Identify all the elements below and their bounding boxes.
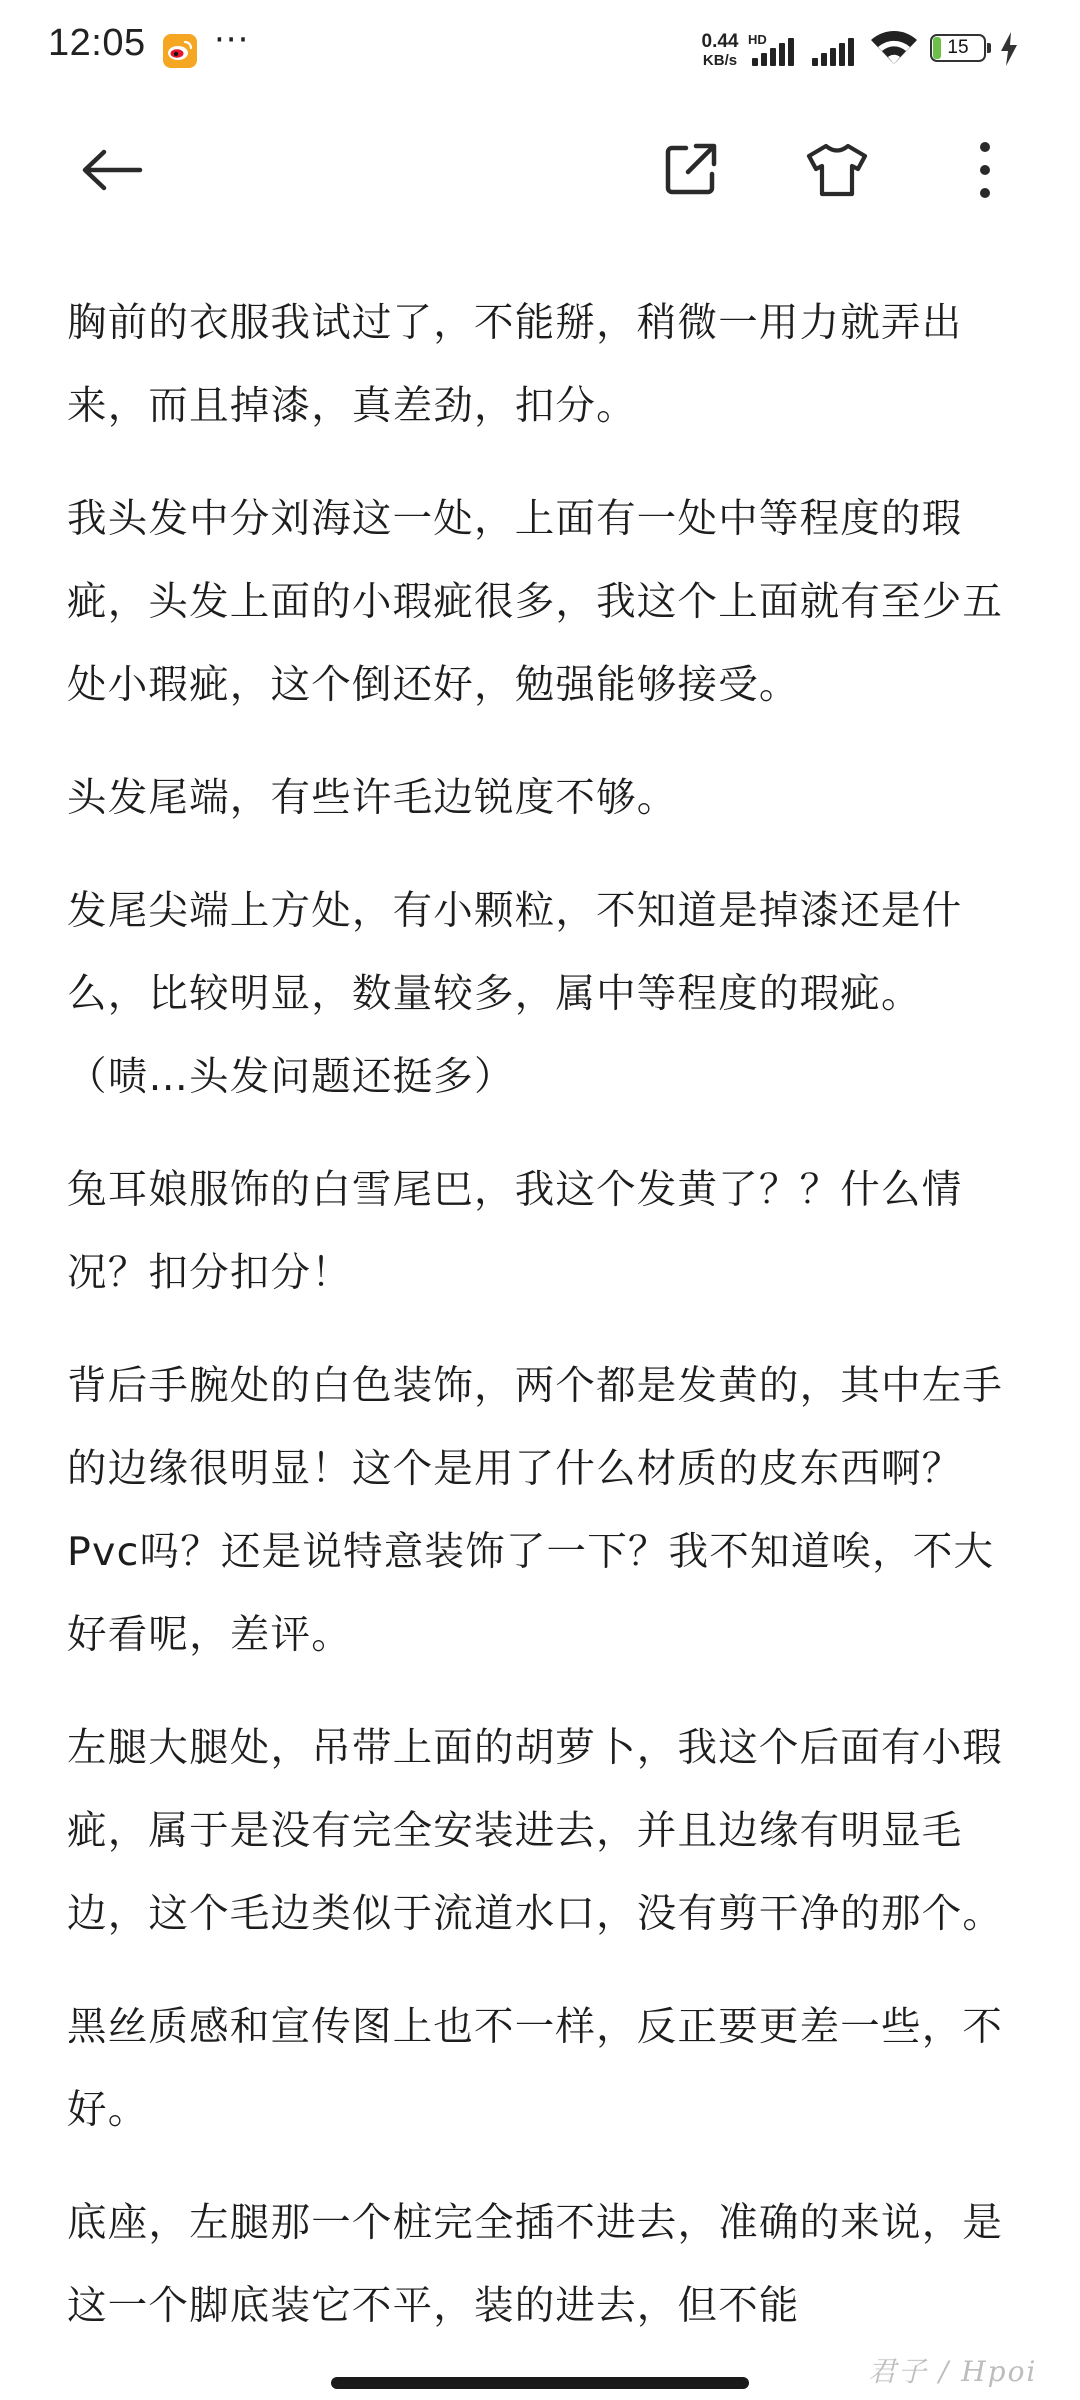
back-arrow-icon	[80, 148, 144, 192]
status-time: 12:05	[48, 22, 146, 64]
review-paragraph: 兔耳娘服饰的白雪尾巴，我这个发黄了？？什么情况？扣分扣分！	[67, 1167, 963, 1296]
more-options-button[interactable]	[945, 130, 1025, 210]
weibo-icon	[163, 34, 197, 68]
open-external-button[interactable]	[650, 130, 730, 210]
review-paragraph: 左腿大腿处，吊带上面的胡萝卜，我这个后面有小瑕疵，属于是没有完全安装进去，并且边缘有明显毛边，这个毛边类似于流道水口，没有剪干净的那个。	[67, 1725, 1004, 1937]
battery-icon	[930, 34, 994, 64]
review-paragraph: 我头发中分刘海这一处，上面有一处中等程度的瑕疵，头发上面的小瑕疵很多，我这个上面就有至少五处小瑕疵，这个倒还好，勉强能够接受。	[67, 496, 1004, 708]
cell-signal-icon	[752, 38, 802, 66]
review-content	[67, 282, 1017, 2378]
outfit-button[interactable]	[797, 130, 877, 210]
review-paragraph: 发尾尖端上方处，有小颗粒，不知道是掉漆还是什么，比较明显，数量较多，属中等程度的瑕疵。（啧…头发问题还挺多）	[67, 888, 963, 1100]
watermark: 君子 / Hpoi	[868, 2355, 1038, 2388]
review-paragraph: 头发尾端，有些许毛边锐度不够。	[67, 775, 678, 821]
network-speed	[690, 32, 750, 68]
review-paragraph: 底座，左腿那一个桩完全插不进去，准确的来说，是这一个脚底装它不平，装的进去，但不能	[67, 2200, 1004, 2329]
network-speed-unit: KB/s	[702, 52, 738, 69]
back-button[interactable]	[72, 130, 152, 210]
battery-level: 15	[947, 37, 969, 58]
cell-signal-2-icon	[812, 38, 862, 66]
charging-bolt-icon	[1000, 32, 1018, 66]
network-speed-value: 0.44	[701, 31, 739, 52]
review-paragraph: 黑丝质感和宣传图上也不一样，反正要更差一些，不好。	[67, 2004, 1004, 2133]
more-vertical-icon	[978, 142, 992, 198]
share-external-icon	[662, 142, 718, 198]
home-indicator[interactable]	[331, 2377, 749, 2389]
app-bar	[0, 120, 1080, 220]
review-paragraph: 背后手腕处的白色装饰，两个都是发黄的，其中左手的边缘很明显！这个是用了什么材质的皮东西啊？ Pvc吗？还是说特意装饰了一下？我不知道唉，不大好看呢，差评。	[67, 1363, 1004, 1658]
status-bar	[0, 0, 1080, 100]
hd-indicator: HD	[748, 32, 767, 47]
more-notifications-icon: ···	[214, 20, 250, 60]
wifi-icon	[870, 30, 918, 66]
tshirt-icon	[806, 143, 868, 197]
review-paragraph: 胸前的衣服我试过了，不能掰，稍微一用力就弄出来，而且掉漆，真差劲，扣分。	[67, 300, 963, 429]
